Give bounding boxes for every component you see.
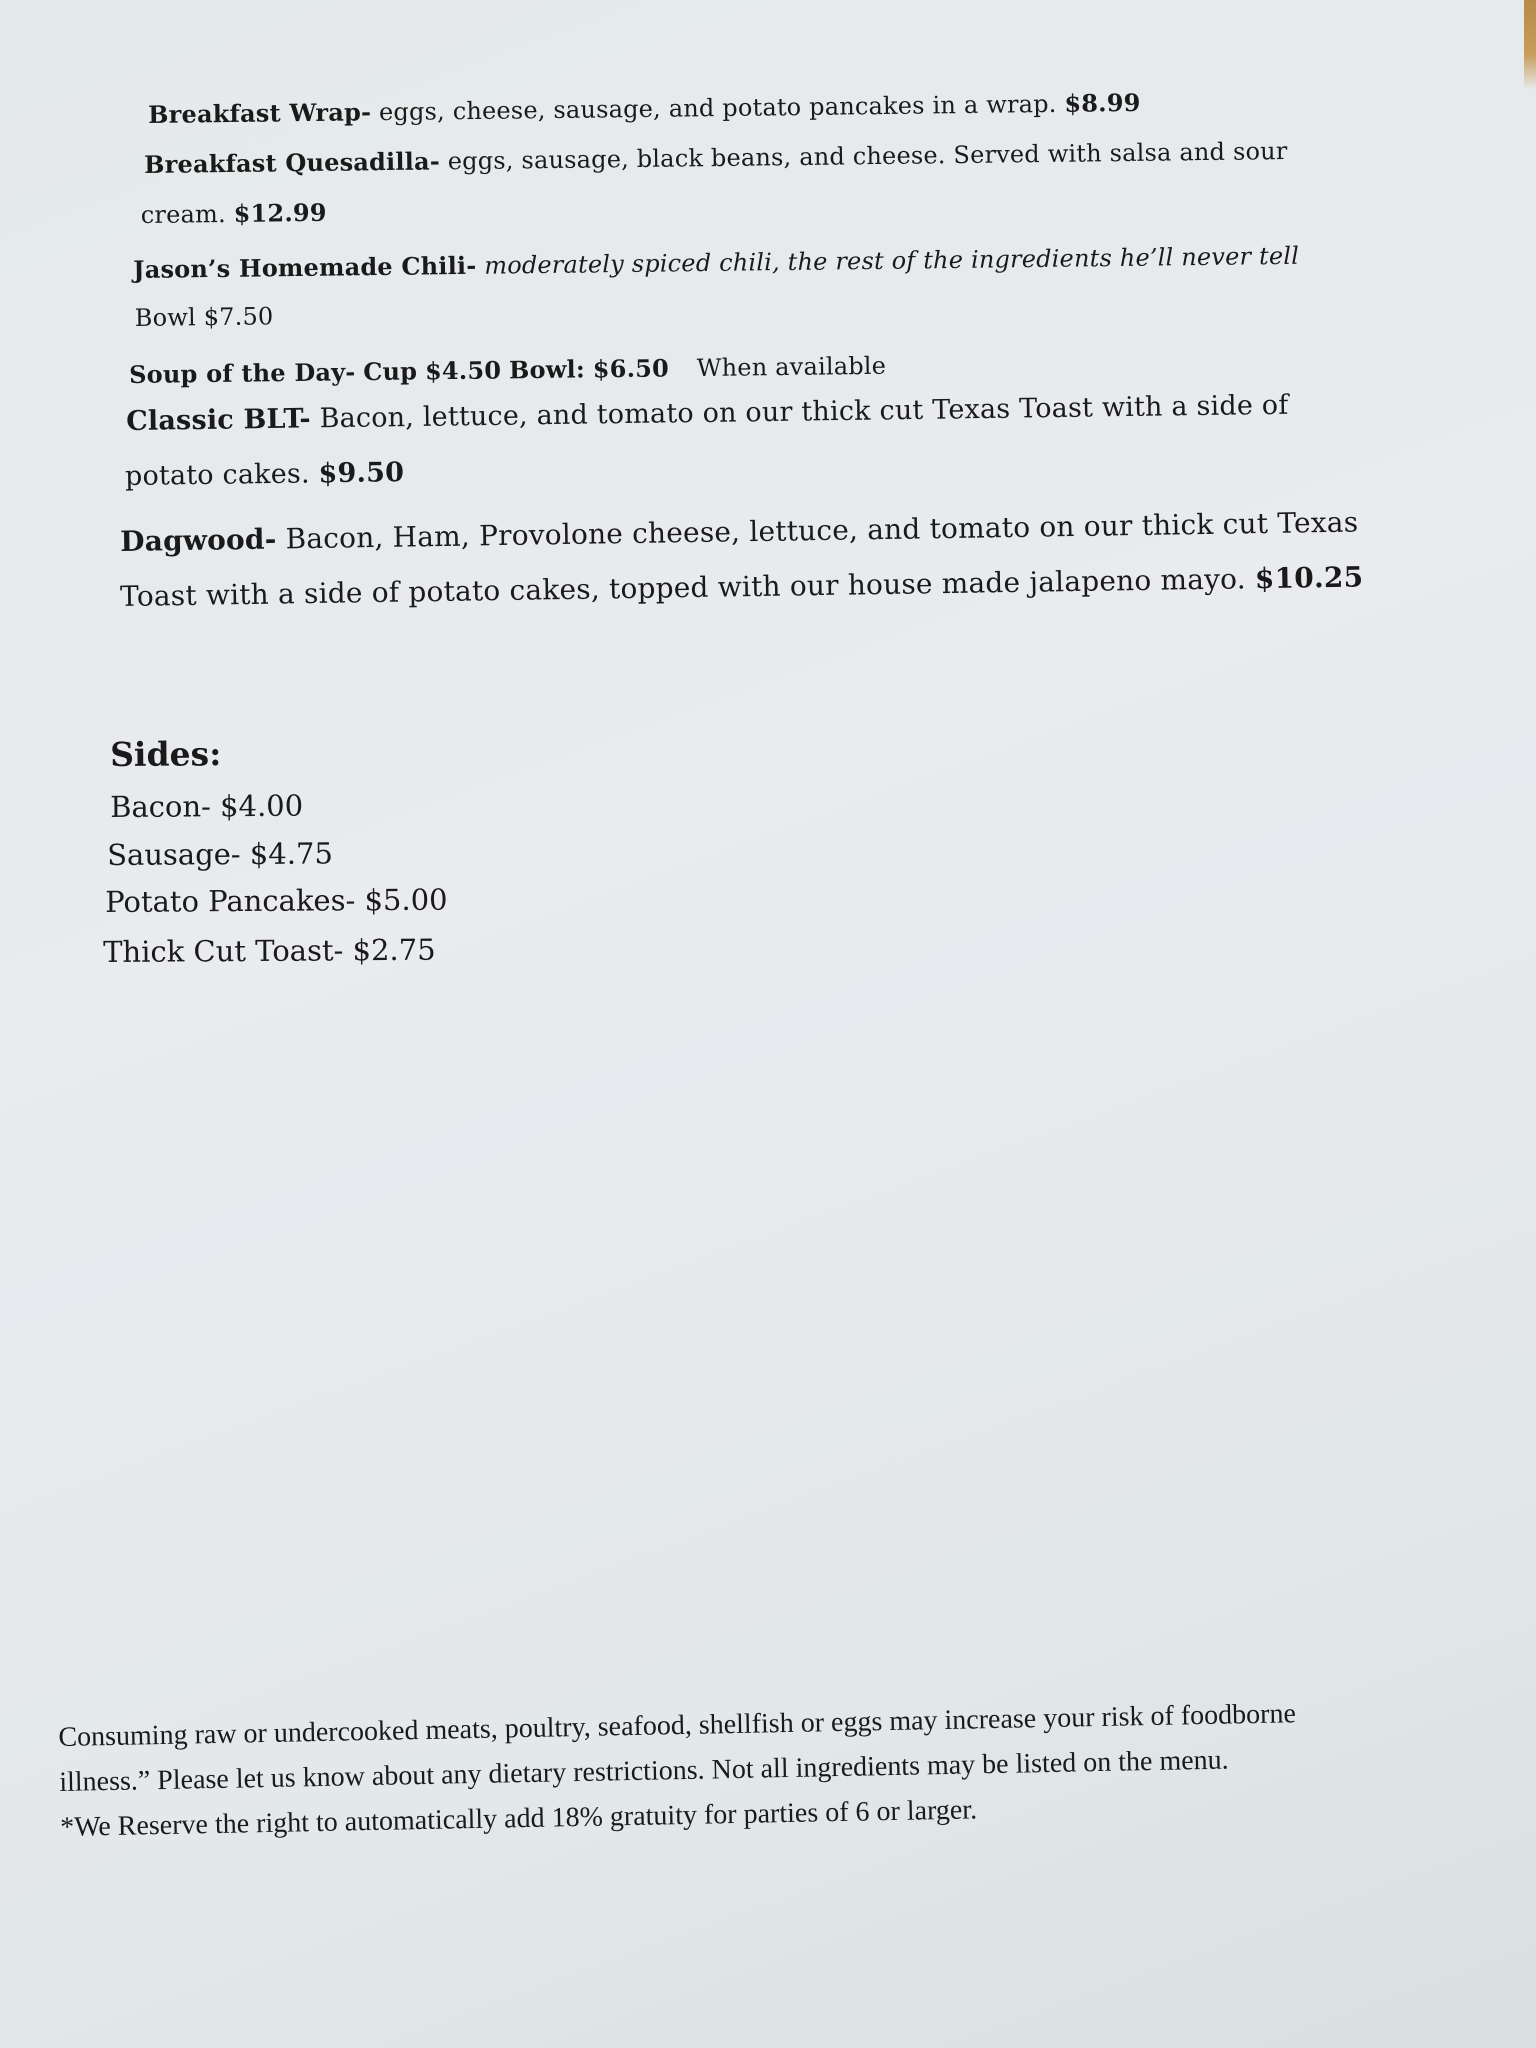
item-description: moderately spiced chili, the rest of the ingredients he’ll never tell	[484, 241, 1300, 280]
side-price: $4.75	[249, 836, 334, 872]
disclaimer-line: illness.” Please let us know about any dietary restrictions. Not all ingredients may be listed on the menu.	[58, 1744, 1229, 1798]
allergen-disclaimer	[58, 1691, 1298, 1850]
side-name: Potato Pancakes-	[105, 883, 356, 919]
item-price: $8.99	[1064, 87, 1141, 118]
item-name: Breakfast Quesadilla-	[144, 146, 441, 179]
menu-item-breakfast-wrap	[148, 88, 1141, 129]
menu-item-breakfast-quesadilla	[140, 136, 1288, 230]
item-name: Breakfast Wrap-	[148, 97, 372, 129]
item-description: eggs, cheese, sausage, and potato pancakes in a wrap.	[378, 89, 1057, 127]
cup-price: $4.50	[424, 355, 502, 386]
side-item-potato-pancakes	[105, 883, 448, 919]
item-description-cont: Toast with a side of potato cakes, topped with our house made jalapeno mayo.	[119, 562, 1247, 614]
item-description-cont: cream.	[140, 200, 226, 230]
item-name: Soup of the Day-	[129, 357, 356, 389]
bowl-price: $6.50	[592, 353, 670, 384]
side-price: $4.00	[219, 788, 304, 824]
menu-item-dagwood	[120, 505, 1364, 613]
side-item-bacon	[110, 789, 303, 824]
item-size: Bowl	[134, 303, 197, 332]
item-description: eggs, sausage, black beans, and cheese. Served with salsa and sour	[447, 137, 1288, 176]
menu-item-classic-blt	[126, 390, 1289, 492]
side-item-sausage	[107, 836, 333, 872]
table-edge	[1524, 0, 1536, 90]
item-price: $9.50	[318, 457, 405, 490]
item-name: Jason’s Homemade Chili-	[133, 250, 477, 284]
side-name: Thick Cut Toast-	[103, 933, 344, 969]
item-price: $7.50	[203, 302, 274, 332]
cup-label: Cup	[363, 356, 418, 387]
side-item-thick-cut-toast	[103, 933, 436, 969]
side-price: $2.75	[352, 932, 436, 968]
bowl-label: Bowl:	[508, 354, 586, 385]
item-description-cont: potato cakes.	[124, 458, 310, 493]
item-price: $12.99	[233, 197, 327, 228]
item-name: Dagwood-	[120, 522, 277, 558]
menu-item-homemade-chili	[133, 241, 1300, 332]
menu-item-soup-of-the-day	[129, 351, 886, 389]
disclaimer-line: Consuming raw or undercooked meats, poultry, seafood, shellfish or eggs may increase your risk of foodborne	[58, 1698, 1297, 1753]
gratuity-notice: *We Reserve the right to automatically add 18% gratuity for parties of 6 or larger.	[59, 1794, 978, 1843]
sides-heading: Sides:	[110, 734, 222, 774]
item-description: Bacon, Ham, Provolone cheese, lettuce, and tomato on our thick cut Texas	[285, 505, 1359, 556]
side-name: Sausage-	[107, 837, 241, 872]
item-name: Classic BLT-	[126, 403, 311, 437]
side-name: Bacon-	[110, 789, 212, 824]
item-price: $10.25	[1254, 560, 1364, 596]
availability-note: When available	[696, 351, 887, 383]
item-description: Bacon, lettuce, and tomato on our thick cut Texas Toast with a side of	[319, 389, 1289, 435]
side-price: $5.00	[364, 882, 448, 918]
